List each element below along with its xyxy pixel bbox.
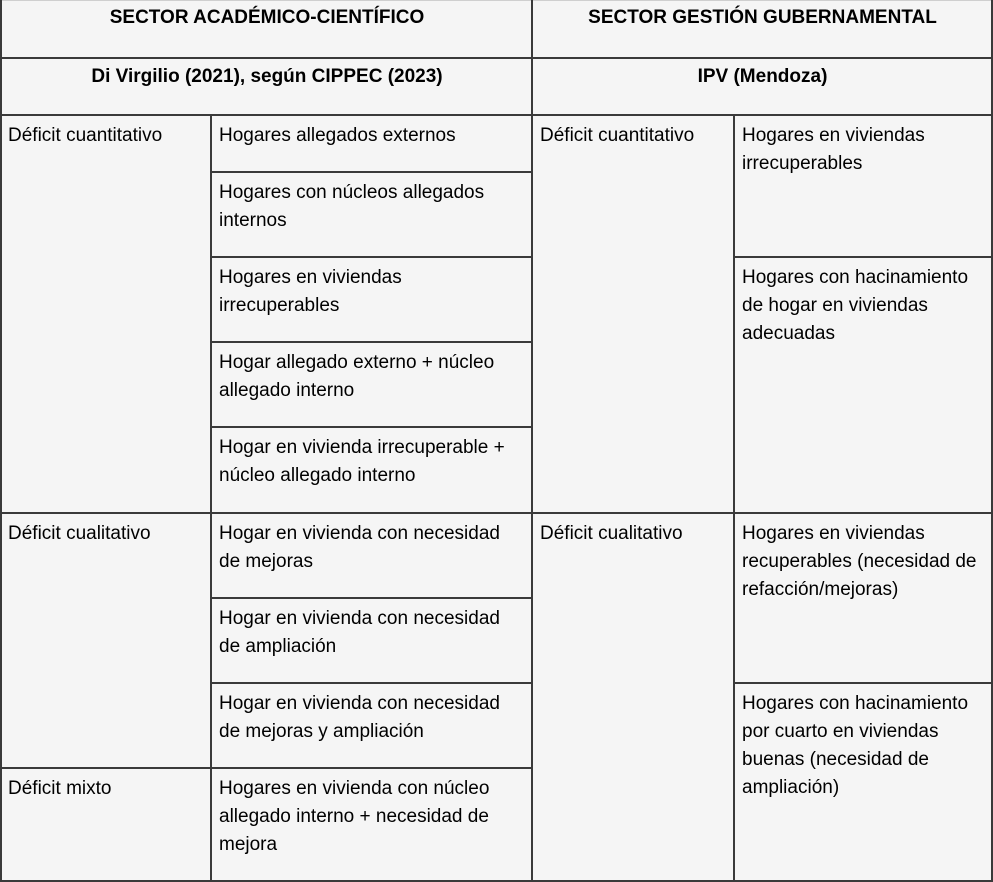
table-border bbox=[210, 171, 533, 173]
table-border bbox=[0, 0, 993, 1]
table-border bbox=[210, 256, 533, 258]
item-cell: Hogares en vivienda con núcleo allegado interno + necesidad de mejora bbox=[219, 778, 490, 855]
table-border bbox=[0, 767, 533, 769]
table-border bbox=[0, 512, 993, 514]
table-border bbox=[210, 597, 533, 599]
item-cell: Hogar en vivienda con necesidad de ampliación bbox=[219, 608, 500, 657]
table-border bbox=[210, 341, 533, 343]
table-border bbox=[733, 115, 735, 882]
item-cell: Hogar allegado externo + núcleo allegado interno bbox=[219, 352, 495, 401]
table-border bbox=[0, 114, 993, 116]
item-cell: Hogares en viviendas recuperables (necesidad de refacción/mejoras) bbox=[742, 523, 977, 600]
source-header-government: IPV (Mendoza) bbox=[697, 66, 828, 87]
sector-header-academic: SECTOR ACADÉMICO-CIENTÍFICO bbox=[109, 7, 425, 28]
item-cell: Hogares con hacinamiento de hogar en viviendas adecuadas bbox=[742, 267, 969, 344]
item-cell: Hogares allegados externos bbox=[219, 125, 456, 146]
category-cell: Déficit cualitativo bbox=[8, 523, 151, 544]
category-cell: Déficit mixto bbox=[8, 778, 112, 799]
item-cell: Hogares en viviendas irrecuperables bbox=[742, 125, 925, 174]
table-border bbox=[210, 682, 533, 684]
item-cell: Hogares con núcleos allegados internos bbox=[219, 182, 485, 231]
table-border bbox=[210, 426, 533, 428]
item-cell: Hogar en vivienda con necesidad de mejoras bbox=[219, 523, 500, 572]
table-border bbox=[733, 256, 993, 258]
source-header-academic: Di Virgilio (2021), según CIPPEC (2023) bbox=[91, 66, 443, 87]
item-cell: Hogar en vivienda irrecuperable + núcleo allegado interno bbox=[219, 437, 505, 486]
table-border bbox=[0, 57, 993, 59]
table-border bbox=[531, 0, 533, 882]
item-cell: Hogar en vivienda con necesidad de mejoras y ampliación bbox=[219, 693, 500, 742]
item-cell: Hogares con hacinamiento por cuarto en viviendas buenas (necesidad de ampliación) bbox=[742, 693, 969, 798]
table-border bbox=[733, 682, 993, 684]
category-cell: Déficit cuantitativo bbox=[8, 125, 163, 146]
item-cell: Hogares en viviendas irrecuperables bbox=[219, 267, 402, 316]
sector-header-government: SECTOR GESTIÓN GUBERNAMENTAL bbox=[588, 7, 937, 28]
category-cell: Déficit cualitativo bbox=[540, 523, 683, 544]
category-cell: Déficit cuantitativo bbox=[540, 125, 695, 146]
table-border bbox=[0, 0, 2, 882]
